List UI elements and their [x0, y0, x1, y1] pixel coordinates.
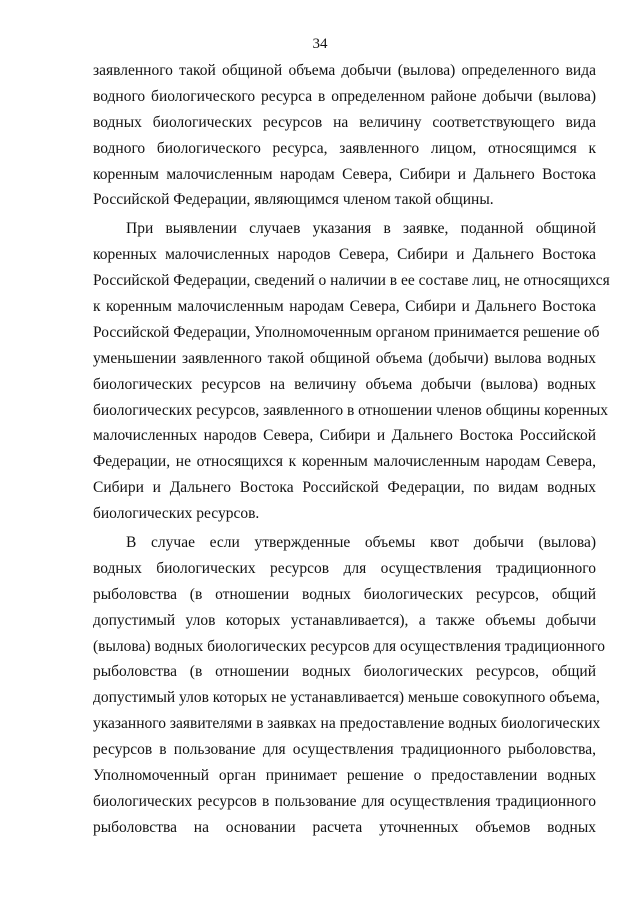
text-line: указанного заявителями в заявках на предоставление водных биологических [93, 715, 601, 733]
text-line: рыболовства на основании расчета уточненных объемов водных [93, 818, 596, 836]
text-line: (вылова) водных биологических ресурсов для осуществления традиционного [93, 637, 605, 655]
body-text [93, 58, 610, 841]
text-line: водных биологических ресурсов на величину соответствующего вида [93, 113, 596, 131]
text-line: ресурсов в пользование для осуществления традиционного рыболовства, [93, 741, 596, 759]
text-line: Российской Федерации, являющимся членом такой общины. [93, 191, 494, 209]
text-line: Российской Федерации, Уполномоченным органом принимается решение об [93, 323, 600, 341]
text-line: Уполномоченный орган принимает решение о предоставлении водных [93, 767, 596, 785]
text-line: допустимый улов которых не устанавливается) меньше совокупного объема, [93, 689, 600, 707]
text-line: к коренным малочисленным народам Севера, Сибири и Дальнего Востока [93, 298, 596, 316]
page-number: 34 [312, 36, 328, 52]
text-line: биологических ресурсов на величину объема добычи (вылова) водных [93, 375, 596, 393]
text-line: заявленного такой общиной объема добычи (вылова) определенного вида [93, 62, 596, 79]
text-line: Федерации, не относящихся к коренным малочисленным народам Севера, [93, 453, 596, 471]
text-line: уменьшении заявленного такой общиной объема (добычи) вылова водных [93, 349, 596, 367]
text-line: В случае если утвержденные объемы квот добычи (вылова) [126, 534, 596, 552]
text-line: биологических ресурсов в пользование для осуществления традиционного [93, 792, 596, 810]
text-line: коренным малочисленным народам Севера, Сибири и Дальнего Востока [93, 165, 596, 183]
text-line: малочисленных народов Севера, Сибири и Дальнего Востока Российской [93, 427, 596, 445]
text-line: рыболовства (в отношении водных биологических ресурсов, общий [93, 663, 596, 681]
text-line: биологических ресурсов. [93, 505, 260, 523]
text-line: водного биологического ресурса, заявленного лицом, относящимся к [93, 139, 596, 157]
text-line: биологических ресурсов, заявленного в отношении членов общины коренных [93, 401, 609, 419]
paragraph [93, 530, 605, 841]
text-line: Сибири и Дальнего Востока Российской Федерации, по видам водных [93, 479, 596, 497]
text-line: рыболовства (в отношении водных биологических ресурсов, общий [93, 585, 596, 603]
text-line: допустимый улов которых устанавливается), а также объемы добычи [93, 611, 596, 629]
text-line: Российской Федерации, сведений о наличии в ее составе лиц, не относящихся [93, 272, 610, 290]
text-line: водного биологического ресурса в определенном районе добычи (вылова) [93, 87, 596, 105]
text-line: При выявлении случаев указания в заявке, поданной общиной [126, 220, 596, 238]
paragraph [93, 216, 610, 527]
paragraph [93, 58, 596, 213]
text-line: водных биологических ресурсов для осуществления традиционного [93, 559, 596, 577]
text-line: коренных малочисленных народов Севера, Сибири и Дальнего Востока [93, 246, 596, 264]
